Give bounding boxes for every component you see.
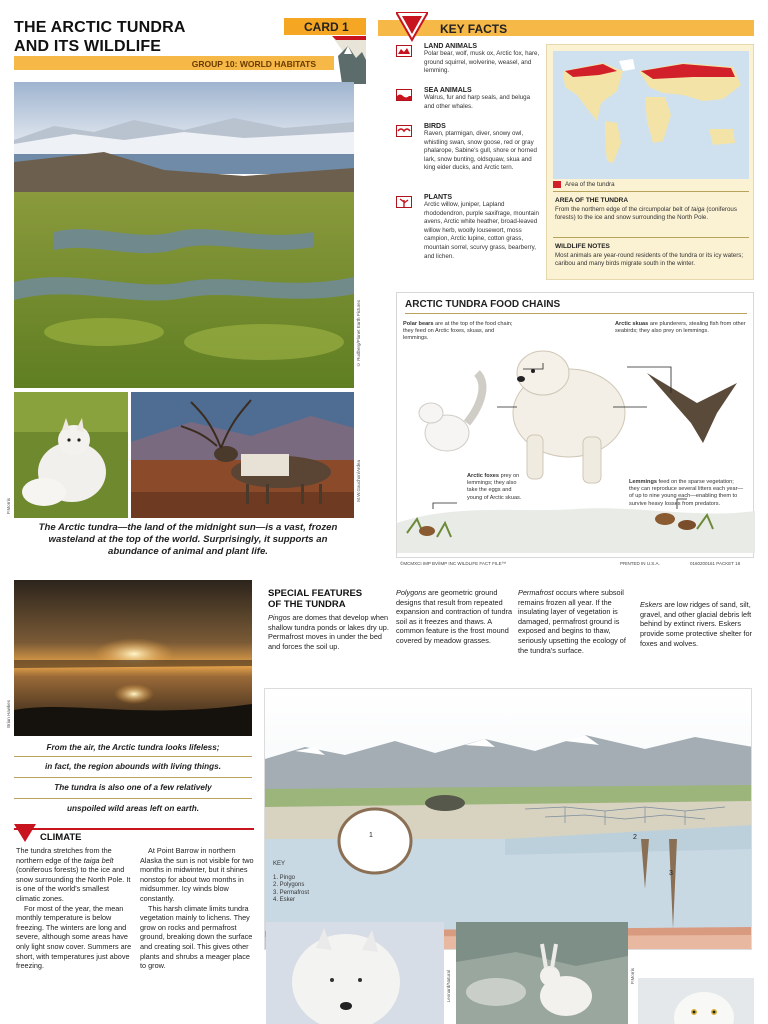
eskers-text xyxy=(640,588,758,648)
climate-p1-post: (coniferous forests) to the ice and snow surrounding the North Pole. It is one of the world's smallest climatic zones. xyxy=(16,865,131,903)
diagram-key-title: KEY xyxy=(273,861,286,867)
footer-printed: PRINTED IN U.S.A. xyxy=(620,561,660,566)
polygons-text xyxy=(396,588,520,646)
diagram-num-2: 2 xyxy=(633,834,637,841)
page-title-line2: AND ITS WILDLIFE xyxy=(14,38,162,55)
kf-head-sea: SEA ANIMALS xyxy=(424,87,472,94)
arctic-wolf-photo xyxy=(266,922,444,1024)
wildlife-head: WILDLIFE NOTES xyxy=(555,243,610,250)
kf-head-land: LAND ANIMALS xyxy=(424,43,478,50)
polygons-italic: Polygons xyxy=(396,588,427,597)
special-title-line2: OF THE TUNDRA xyxy=(268,599,346,610)
kf-head-birds: BIRDS xyxy=(424,123,446,130)
sunset-photo-credit: Brian Hawkes xyxy=(6,700,11,728)
map-legend-swatch xyxy=(553,181,561,188)
wildlife-body: Most animals are year-round residents of the tundra or its icy waters; caribou and many birds migrate south in the winter. xyxy=(555,252,744,268)
special-title-line1: SPECIAL FEATURES xyxy=(268,588,363,599)
fox-note xyxy=(467,473,523,502)
climate-col2 xyxy=(140,846,258,971)
sunset-caption-2: in fact, the region abounds with living things. xyxy=(44,762,222,771)
key-item-pingo: 1. Pingo xyxy=(273,874,296,881)
polar-bear-bold: Polar bears xyxy=(403,321,434,327)
fox-text: prey on lemmings; they also take the eggs and young of Arctic skuas. xyxy=(467,473,522,501)
climate-p1-italic: taiga belt xyxy=(83,855,114,865)
fox-photo-credit: P.Morris xyxy=(6,498,11,515)
sunset-photo xyxy=(14,580,252,736)
kf-birds xyxy=(424,123,542,173)
group-banner xyxy=(14,56,334,70)
special-title xyxy=(268,588,362,610)
diagram-num-1: 1 xyxy=(369,832,373,839)
sunset-caption-3: The tundra is also one of a few relatively xyxy=(54,783,212,792)
plants-icon xyxy=(396,196,412,208)
key-item-polygons: 2. Polygons xyxy=(273,882,305,889)
tundra-features-diagram xyxy=(264,688,752,950)
lemming-text: feed on the sparse vegetation; they can reproduce several litters each year—of up to nine young each—enabling them to survive heavy losses from predators. xyxy=(629,479,744,507)
corner-emblem xyxy=(332,36,366,84)
card-banner xyxy=(284,18,366,35)
kf-body-sea: Walrus, fur and harp seals, and beluga and other whales. xyxy=(424,94,531,110)
card-label: CARD 1 xyxy=(304,20,349,34)
eskers-italic: Eskers xyxy=(640,600,663,610)
climate-col1-p2: For most of the year, the mean monthly temperature is below freezing. The winters are long and severe, although some areas have only light snow cover. Summers are short, with temperatures just above freezing. xyxy=(16,903,132,971)
arctic-fox-photo xyxy=(14,392,128,518)
owl-photo-credit: P.Morris xyxy=(630,968,635,985)
climate-title: CLIMATE xyxy=(40,832,82,843)
diagram-num-3: 3 xyxy=(669,870,673,877)
kf-sea-animals xyxy=(424,87,542,111)
area-head: AREA OF THE TUNDRA xyxy=(555,197,629,204)
permafrost-italic: Permafrost xyxy=(518,588,554,597)
tundra-landscape-photo xyxy=(14,82,354,388)
food-title-rule xyxy=(405,313,747,314)
kf-body-land: Polar bear, wolf, musk ox, Arctic fox, hare, ground squirrel, wolverine, weasel, and lemming. xyxy=(424,50,540,75)
sunset-caption-1: From the air, the Arctic tundra looks lifeless; xyxy=(46,743,220,752)
group-label: GROUP 10: WORLD HABITATS xyxy=(191,59,316,69)
lemming-bold: Lemmings xyxy=(629,479,657,485)
map-legend-label: Area of the tundra xyxy=(565,181,615,188)
food-chain-illustration xyxy=(397,333,755,553)
permafrost-text xyxy=(518,588,636,655)
land-animals-icon xyxy=(396,45,412,57)
fox-bold: Arctic foxes xyxy=(467,473,500,479)
kf-head-plants: PLANTS xyxy=(424,194,452,201)
permafrost-body: occurs where subsoil remains frozen all year. If the insulating layer of vegetation is damaged, permafrost ground is exposed and begins to thaw, seriously upsetting the ecology of the tundra's surface. xyxy=(518,588,626,655)
area-body-italic: taiga xyxy=(691,206,705,213)
caribou-photo-credit: M.W.Gauchon/Ardea xyxy=(356,460,361,502)
sea-animals-icon xyxy=(396,89,412,101)
skua-bold: Arctic skuas xyxy=(615,321,649,327)
eskers-body: are low ridges of sand, silt, gravel, and other glacial debris left behind by extinct rivers. Eskers provide some protective shelter for foxes and wolves. xyxy=(640,600,752,648)
food-chains-title: ARCTIC TUNDRA FOOD CHAINS xyxy=(405,299,561,310)
top-caption: The Arctic tundra—the land of the midnight sun—is a vast, frozen wasteland at the top of the world. Surprisingly, it supports an abundance of animal and plant life. xyxy=(38,522,338,557)
area-body xyxy=(555,206,749,223)
pingos-body: are domes that develop when shallow tundra ponds or lakes dry up. Permafrost moves in under the bed and forces the soil up. xyxy=(268,613,389,651)
kf-plants xyxy=(424,194,542,261)
key-facts-banner xyxy=(378,20,754,36)
climate-rule xyxy=(14,828,254,830)
pingos-text xyxy=(268,613,390,651)
climate-col2-p1: At Point Barrow in northern Alaska the sun is not visible for two months in midwinter, but it shines nonstop for about two months in midsummer. Icy winds blow constantly. xyxy=(140,846,254,903)
key-item-esker: 4. Esker xyxy=(273,897,296,904)
area-body-pre: From the northern edge of the circumpolar belt of xyxy=(555,206,692,213)
arctic-hare-photo xyxy=(456,922,628,1024)
world-map xyxy=(553,51,749,179)
page-title-line1: THE ARCTIC TUNDRA xyxy=(14,19,186,36)
caribou-photo xyxy=(131,392,354,518)
kf-body-plants: Arctic willow, juniper, Lapland rhododendron, purple saxifrage, mountain avens, Arctic white heather, broad-leaved willow herb, woolly lousewort, moss campion, Arctic lupine, cotton grass, mountain sorrel, scurvy grass, bearberry, and lichen. xyxy=(424,201,539,260)
kf-body-birds: Raven, ptarmigan, diver, snowy owl, whistling swan, snow goose, red or gray phalarope, Sabine's gull, shore or horned lark, snow bunting, oldsquaw, skua and king eider ducks, and Arctic tern. xyxy=(424,130,537,172)
climate-col1 xyxy=(16,846,134,971)
wildlife-divider xyxy=(553,237,749,238)
snowy-owl-photo xyxy=(638,978,754,1024)
polar-bear-text: are at the top of the food chain; they feed on Arctic foxes, skuas, and lemmings. xyxy=(403,321,513,342)
hare-photo-credit: Leonard/Natural xyxy=(446,970,451,1003)
key-facts-corner xyxy=(396,12,428,42)
pingos-italic: Pingos xyxy=(268,613,291,622)
polygons-body: are geometric ground designs that result from repeated expansion and contraction of tundra soil as it freezes and thaws. A common feature is the frost mound covered by meadow grasses. xyxy=(396,588,513,645)
footer-packet: 0160200161 PACKET 18 xyxy=(690,561,741,566)
main-photo-credit: © Rudberg/Planet Earth Pictures xyxy=(356,300,361,368)
birds-icon xyxy=(396,125,412,137)
climate-corner xyxy=(14,824,36,844)
footer-copyright: ©MCMXCI IMP BV/IMP INC WILDLIFE FACT FILE™ xyxy=(400,561,507,566)
lemming-note xyxy=(629,479,745,508)
skua-text: are plunderers, stealing fish from other seabirds; they also prey on lemmings. xyxy=(615,321,746,335)
key-facts-title: KEY FACTS xyxy=(440,22,508,36)
sunset-caption-4: unspoiled wild areas left on earth. xyxy=(67,804,199,813)
climate-col2-p2: This harsh climate limits tundra vegetation mainly to lichens. They grow on rocks and permafrost ground, breaking down the surface and creating soil. This gives other plants and shrubs a meager place to grow. xyxy=(140,903,253,971)
kf-land-animals xyxy=(424,43,542,76)
map-divider xyxy=(553,191,749,192)
area-body-post: (coniferous forests) to the ice and snow surrounding the North Pole. xyxy=(555,206,737,222)
page-title xyxy=(14,18,274,56)
diagram-key xyxy=(273,861,343,905)
key-item-permafrost: 3. Permafrost xyxy=(273,889,310,896)
tundra-map-box xyxy=(546,44,754,280)
food-chains-panel xyxy=(396,292,754,558)
climate-p1-pre: The tundra stretches from the northern edge of the xyxy=(16,846,112,865)
sunset-captions xyxy=(14,740,252,819)
climate-col1-p1 xyxy=(16,846,134,904)
